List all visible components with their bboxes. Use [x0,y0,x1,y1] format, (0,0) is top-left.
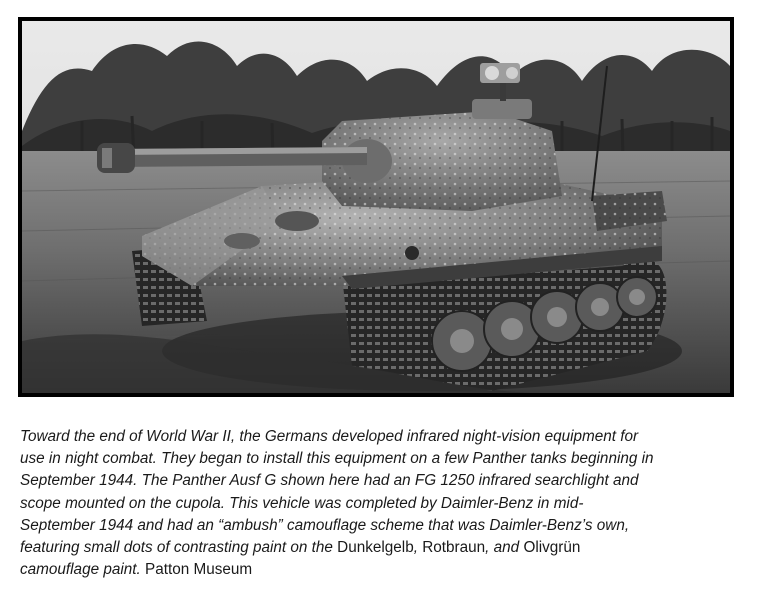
caption-italic-text: Toward the end of World War II, the Germans developed infrared night-vision equipment for [20,428,639,445]
caption-italic-text: , [413,539,423,557]
caption-italic-text: featuring small dots of contrasting paint on the [20,539,338,557]
caption-line [20,470,742,492]
caption-line [20,426,742,448]
caption-italic-text: September 1944. The Panther Ausf G shown here had an FG 1250 infrared searchlight and [20,472,639,490]
caption-line [20,448,742,470]
caption-roman-text: Patton Museum [140,561,253,579]
caption-italic-text: use in night combat. They began to install this equipment on a few Panther tanks beginning in [20,450,654,468]
caption-italic-text: September 1944 and had an “ambush” camouflage scheme that was Daimler-Benz’s own, [20,516,630,534]
panther-tank-photo [22,21,730,393]
caption-roman-text: Olivgrün [523,539,581,557]
caption-roman-text: Dunkelgelb [337,539,414,557]
caption-line [20,559,742,581]
photo-frame [18,17,734,397]
caption-italic-text: camouflage paint. [20,561,141,579]
caption-italic-text: , and [485,539,524,557]
caption-line [20,515,742,537]
caption-line [20,493,742,515]
caption-line [20,537,742,559]
caption-italic-text: scope mounted on the cupola. This vehicle was completed by Daimler-Benz in mid- [20,494,584,512]
photo-caption [20,426,742,581]
caption-roman-text: Rotbraun [422,539,486,557]
